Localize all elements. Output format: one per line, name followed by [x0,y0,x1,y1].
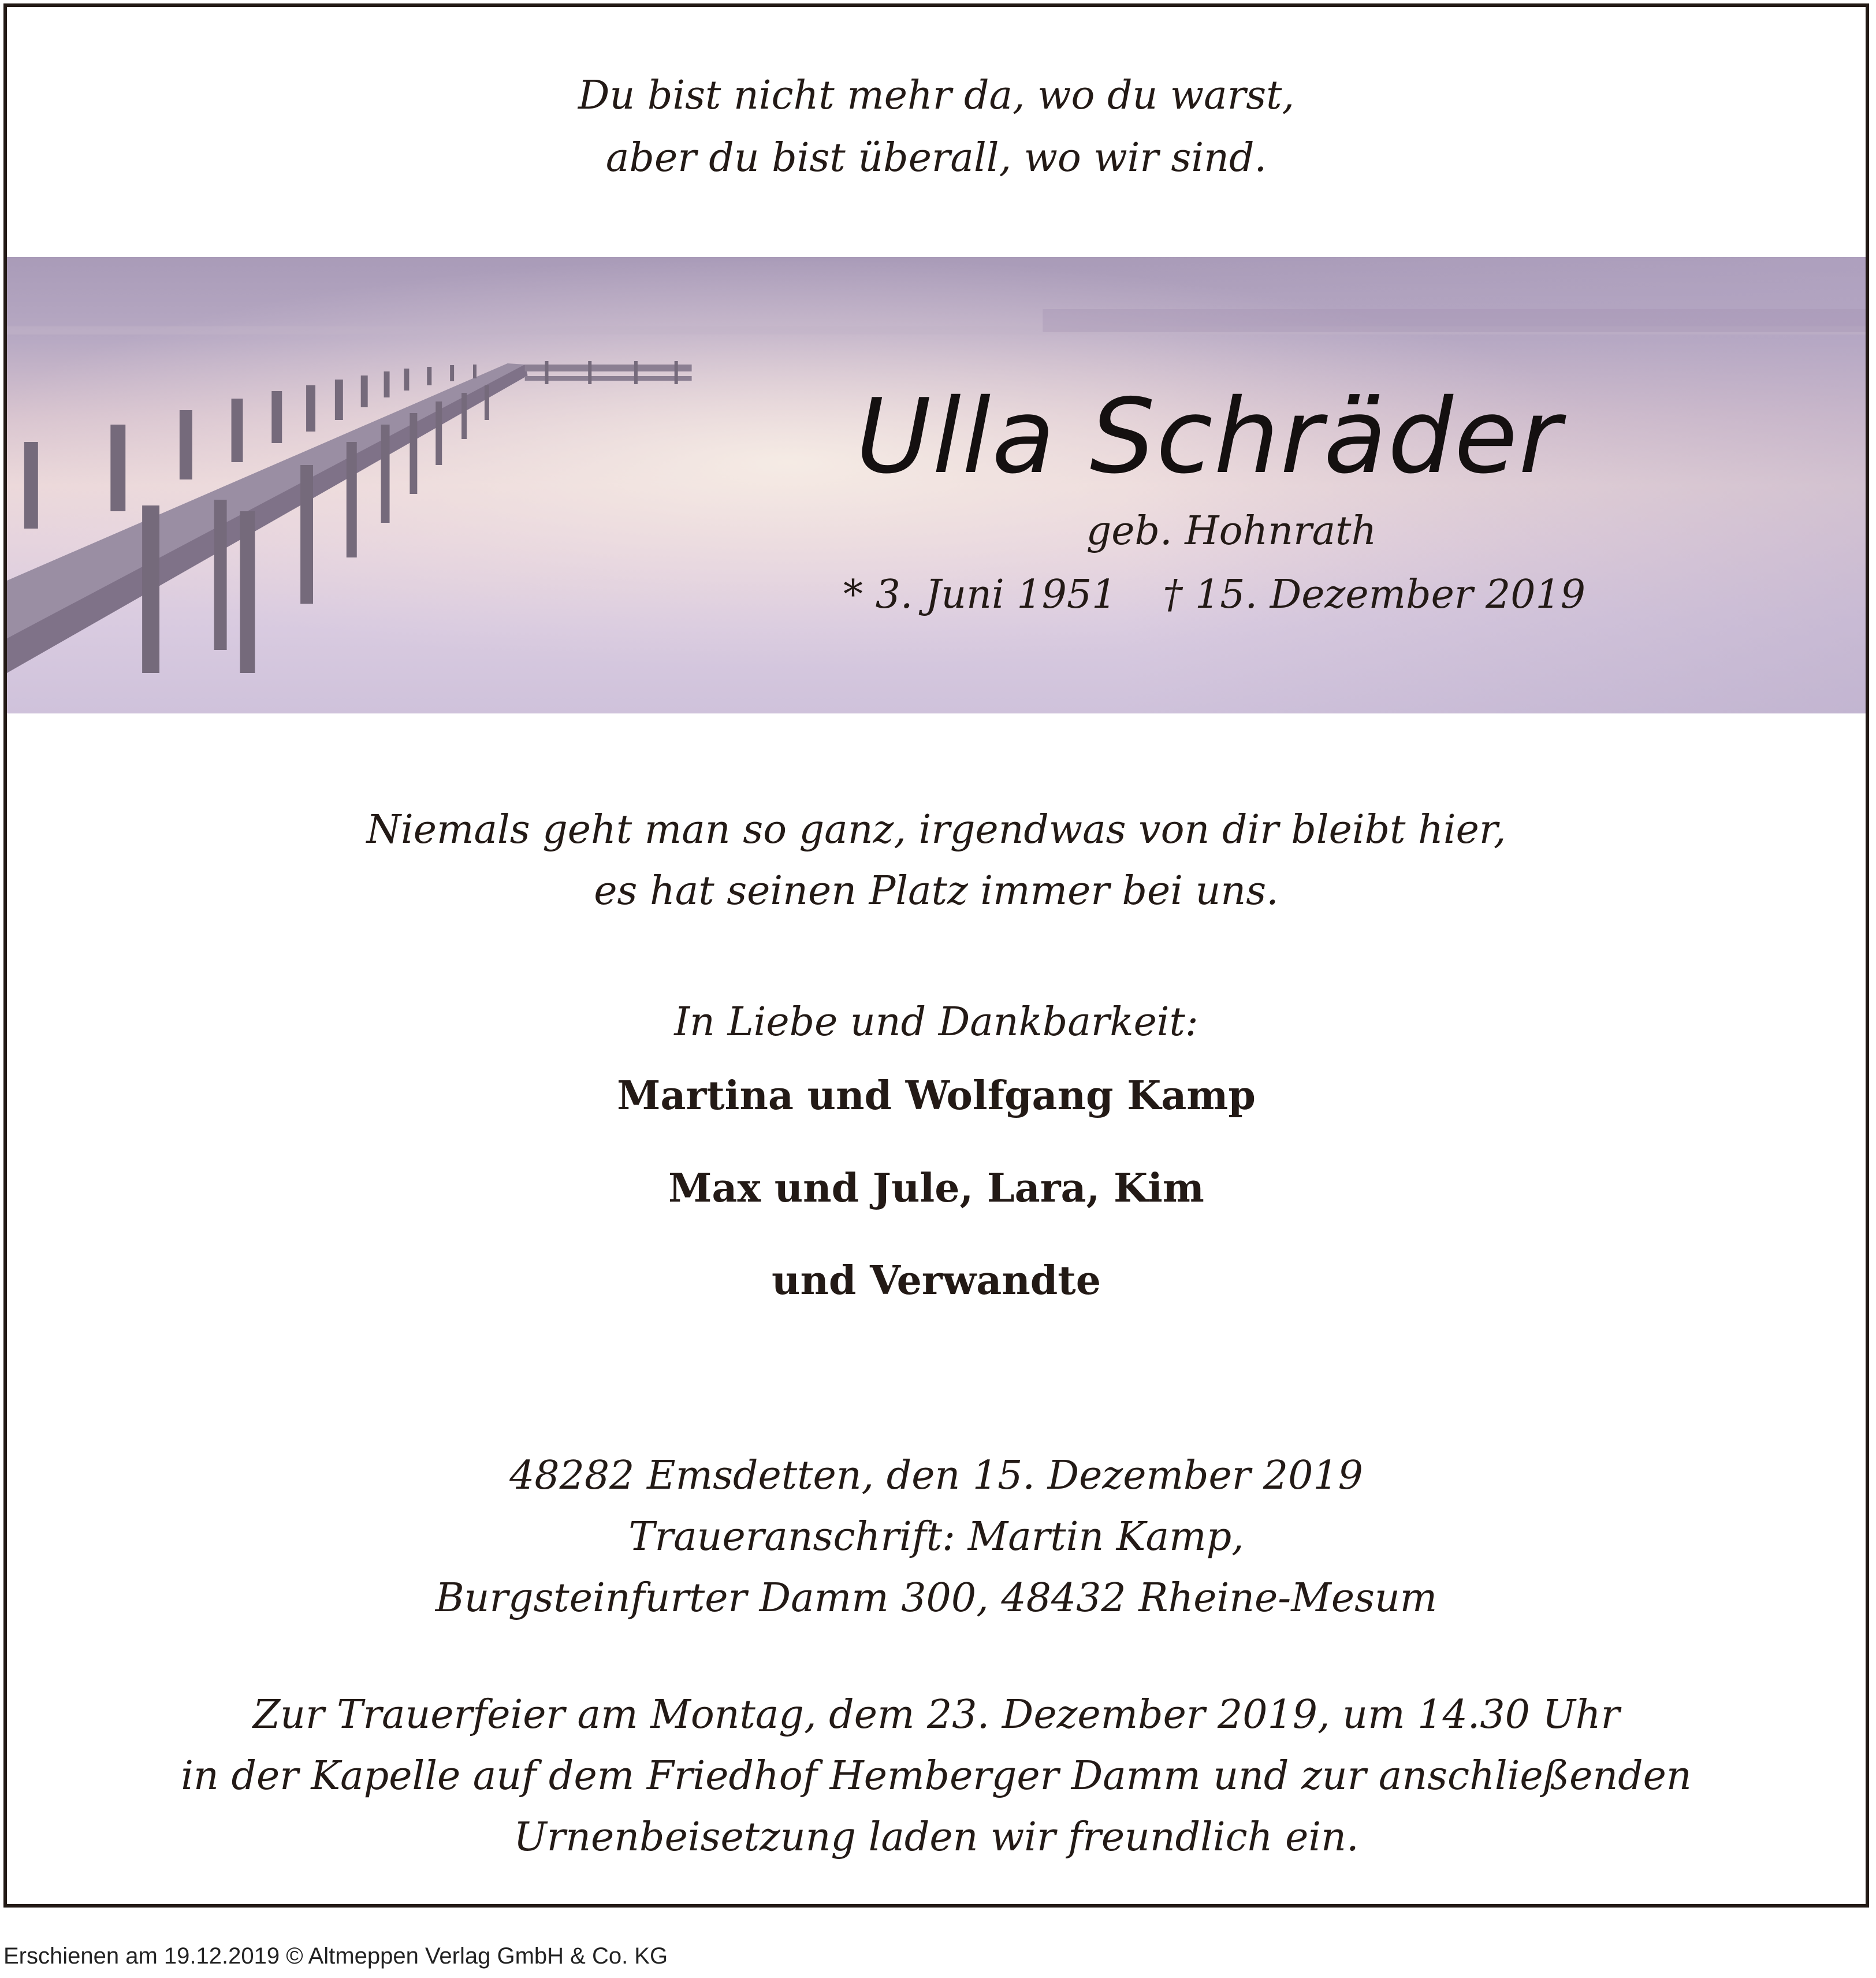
mourner-name: Max und Jule, Lara, Kim [668,1165,1204,1211]
memorial-quote-line: es hat seinen Platz immer bei uns. [594,868,1279,914]
address-line: 48282 Emsdetten, den 15. Dezember 2019 [509,1453,1363,1499]
mourner-name: Martina und Wolfgang Kamp [617,1073,1256,1119]
publication-footer: Erschienen am 19.12.2019 © Altmeppen Verlag GmbH & Co. KG [3,1943,668,1969]
address-line: Burgsteinfurter Damm 300, 48432 Rheine-Mesum [435,1575,1438,1621]
obituary-notice [3,3,1869,1908]
maiden-name: geb. Hohnrath [1086,508,1377,554]
address-block [7,1445,1866,1629]
service-line: in der Kapelle auf dem Friedhof Hemberger Damm und zur anschließenden [181,1753,1692,1799]
opening-quote-line: Du bist nicht mehr da, wo du warst, [578,73,1295,118]
service-info [7,1685,1866,1868]
memorial-quote-line: Niemals geht man so ganz, irgendwas von dir bleibt hier, [366,807,1506,853]
death-date: † 15. Dezember 2019 [1163,572,1586,618]
birth-date: * 3. Juni 1951 [843,572,1117,618]
life-dates [843,572,1585,618]
opening-quote-line: aber du bist überall, wo wir sind. [605,135,1267,181]
address-line: Traueranschrift: Martin Kamp, [628,1514,1244,1560]
opening-quote [7,65,1866,189]
memorial-quote [7,800,1866,922]
mourner-name: und Verwandte [772,1258,1101,1304]
service-line: Urnenbeisetzung laden wir freundlich ein. [513,1815,1359,1860]
deceased-name: Ulla Schräder [856,377,1562,496]
service-line: Zur Trauerfeier am Montag, dem 23. Dezember 2019, um 14.30 Uhr [252,1692,1620,1738]
mourners-intro: In Liebe und Dankbarkeit: [674,999,1198,1045]
